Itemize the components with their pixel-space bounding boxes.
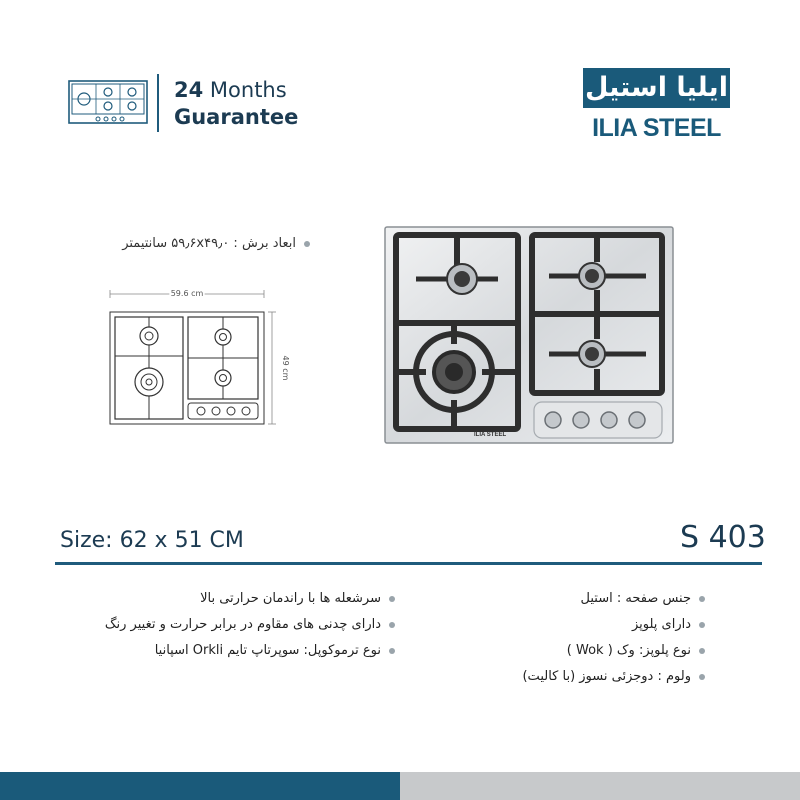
bullet-icon <box>304 241 310 247</box>
bullet-icon <box>699 622 705 628</box>
bullet-icon <box>389 596 395 602</box>
feature-item <box>90 612 395 638</box>
diagram-height-label: 49 cm <box>281 355 290 381</box>
feature-item <box>470 638 705 664</box>
product-size: Size: 62 x 51 CM <box>60 528 244 553</box>
cut-dimension <box>92 236 310 251</box>
feature-item <box>90 638 395 664</box>
bullet-icon <box>699 596 705 602</box>
feature-text: سرشعله ها با راندمان حرارتی بالا <box>200 591 381 606</box>
brand-logo-en: ILIA STEEL <box>592 114 721 142</box>
footer-bar-blue <box>0 772 400 800</box>
brand-logo-fa: ایلیا استیل <box>583 68 730 108</box>
features-left <box>90 586 395 664</box>
feature-item <box>470 612 705 638</box>
bullet-icon <box>389 622 395 628</box>
section-divider <box>55 562 762 565</box>
feature-item <box>470 586 705 612</box>
bullet-icon <box>699 674 705 680</box>
dimension-diagram <box>100 282 300 432</box>
guarantee-number: 24 <box>174 78 204 102</box>
feature-text: جنس صفحه : استیل <box>580 591 691 606</box>
feature-text: دارای پلوپز <box>631 617 691 632</box>
bullet-icon <box>699 648 705 654</box>
cut-dimension-text: ابعاد برش : ۵۹٫۶x۴۹٫۰ سانتیمتر <box>122 236 296 251</box>
feature-item <box>470 664 705 690</box>
cooktop-product-image <box>384 226 674 444</box>
feature-item <box>90 586 395 612</box>
guarantee-label: Guarantee <box>174 105 299 129</box>
model-number: S 403 <box>680 520 766 555</box>
cooktop-badge: ILIA STEEL <box>474 432 507 438</box>
bullet-icon <box>389 648 395 654</box>
guarantee-duration <box>174 78 287 102</box>
guarantee-divider <box>157 74 159 132</box>
diagram-width-label: 59.6 cm <box>170 289 204 298</box>
feature-text: دارای چدنی های مقاوم در برابر حرارت و تغییر رنگ <box>104 617 381 632</box>
feature-text: نوع پلوپز: وک ( Wok ) <box>566 643 691 658</box>
cooktop-outline-icon <box>68 80 148 124</box>
guarantee-unit: Months <box>209 78 287 102</box>
feature-text: نوع ترموکوپل: سوپرتاپ تایم Orkli اسپانیا <box>154 643 381 658</box>
features-right <box>470 586 705 690</box>
footer-bar-grey <box>400 772 800 800</box>
feature-text: ولوم : دوجزئی نسوز (با کالیت) <box>522 669 691 684</box>
